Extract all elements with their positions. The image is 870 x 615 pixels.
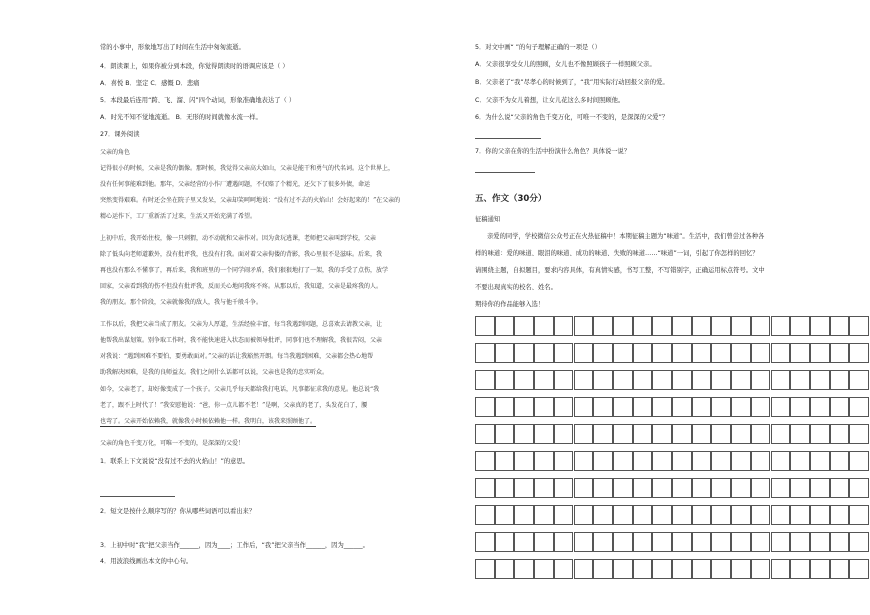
essay-line-underlined: 也弯了。父亲开始依赖我，就像我小时候依赖他一样。我明白，该我来照顾他了。	[100, 418, 317, 425]
grid-cell[interactable]	[633, 505, 653, 525]
grid-cell[interactable]	[475, 424, 495, 444]
grid-cell[interactable]	[711, 559, 731, 579]
question-6: 6．为什么说“父亲的角色千变万化，可唯一不变的，是深深的父爱”？	[475, 114, 669, 121]
grid-cell[interactable]	[849, 559, 869, 579]
grid-cell[interactable]	[672, 451, 692, 471]
grid-cell[interactable]	[495, 505, 515, 525]
grid-cell[interactable]	[475, 370, 495, 390]
grid-cell[interactable]	[751, 451, 771, 471]
notice-line: 亲爱的同学，学校微信公众号正在火热征稿中！本期征稿主题为“味道”。生活中，我们曾尝过各种各	[487, 233, 765, 240]
essay-title: 父亲的角色	[100, 149, 131, 156]
grid-cell[interactable]	[711, 478, 731, 498]
grid-row	[475, 424, 870, 448]
grid-cell[interactable]	[731, 478, 751, 498]
grid-cell[interactable]	[692, 316, 712, 336]
grid-cell[interactable]	[574, 370, 594, 390]
grid-cell[interactable]	[692, 397, 712, 417]
grid-cell[interactable]	[731, 559, 751, 579]
question-2: 2．短文是按什么顺序写的？你从哪些词语可以看出来？	[100, 508, 256, 515]
grid-cell[interactable]	[790, 532, 810, 552]
grid-cell[interactable]	[534, 532, 554, 552]
grid-cell[interactable]	[692, 343, 712, 363]
grid-cell[interactable]	[790, 451, 810, 471]
grid-row	[475, 478, 870, 502]
grid-cell[interactable]	[475, 478, 495, 498]
grid-cell[interactable]	[652, 478, 672, 498]
notice-line: 请围绕主题，自拟题目，要求内容具体，有真情实感，书写工整，不写错别字，正确运用标点符号。文中	[475, 267, 765, 274]
grid-cell[interactable]	[514, 451, 534, 471]
grid-cell[interactable]	[672, 370, 692, 390]
grid-cell[interactable]	[593, 505, 613, 525]
grid-cell[interactable]	[554, 316, 574, 336]
grid-cell[interactable]	[613, 451, 633, 471]
essay-line: 工作以后，我把父亲当成了朋友。父亲为人厚道，生活经验丰富，每当我遇到问题，总喜欢去请教父亲，让	[100, 321, 383, 328]
essay-line: 记得很小的时候，父亲是我的偶像。那时候，我觉得父亲高大如山，父亲是能干和勇气的代名词。这个世界上，	[100, 165, 395, 172]
grid-cell[interactable]	[810, 478, 830, 498]
grid-row	[475, 370, 870, 394]
grid-cell[interactable]	[672, 559, 692, 579]
section-27: 27．课外阅读	[100, 131, 140, 138]
grid-cell[interactable]	[514, 532, 534, 552]
grid-cell[interactable]	[810, 397, 830, 417]
essay-line: 上初中后，我开始住校，像一只刺猬，动不动就和父亲作对。因为贪玩逃课，老师把父亲叫到学校，父亲	[100, 235, 377, 242]
section-heading: 五、作文（30分）	[475, 194, 547, 204]
grid-cell[interactable]	[495, 397, 515, 417]
grid-cell[interactable]	[554, 370, 574, 390]
grid-cell[interactable]	[771, 451, 791, 471]
grid-cell[interactable]	[790, 424, 810, 444]
question-4-center: 4．用波浪线画出本文的中心句。	[100, 558, 193, 565]
grid-cell[interactable]	[810, 370, 830, 390]
grid-cell[interactable]	[574, 397, 594, 417]
grid-cell[interactable]	[593, 316, 613, 336]
answer-blank[interactable]	[100, 496, 175, 497]
grid-cell[interactable]	[495, 424, 515, 444]
grid-cell[interactable]	[652, 424, 672, 444]
essay-line: 除了低头向老师道歉外，没有批评我，也没有打我。面对着父亲佝偻的背影，我心里很不是滋味。后来，我	[100, 251, 383, 258]
grid-cell[interactable]	[495, 559, 515, 579]
grid-cell[interactable]	[554, 343, 574, 363]
grid-cell[interactable]	[633, 397, 653, 417]
grid-cell[interactable]	[514, 424, 534, 444]
grid-cell[interactable]	[652, 343, 672, 363]
grid-cell[interactable]	[652, 451, 672, 471]
options-q4: A．喜悦 B．坚定 C．感慨 D．悲痛	[100, 80, 200, 87]
grid-cell[interactable]	[554, 451, 574, 471]
grid-cell[interactable]	[731, 505, 751, 525]
grid-cell[interactable]	[751, 559, 771, 579]
grid-cell[interactable]	[830, 316, 850, 336]
grid-cell[interactable]	[751, 478, 771, 498]
grid-row	[475, 505, 870, 529]
grid-row	[475, 451, 870, 475]
grid-cell[interactable]	[751, 397, 771, 417]
essay-line: 精心运作下，工厂重新活了过来，生活又开始充满了希望。	[100, 213, 257, 220]
grid-cell[interactable]	[652, 532, 672, 552]
grid-cell[interactable]	[593, 451, 613, 471]
grid-cell[interactable]	[534, 343, 554, 363]
grid-cell[interactable]	[692, 559, 712, 579]
grid-cell[interactable]	[495, 316, 515, 336]
grid-cell[interactable]	[771, 559, 791, 579]
grid-cell[interactable]	[751, 505, 771, 525]
grid-cell[interactable]	[810, 505, 830, 525]
grid-cell[interactable]	[751, 532, 771, 552]
grid-cell[interactable]	[574, 451, 594, 471]
question-7: 7．你的父亲在你的生活中扮演什么角色？具体说一说？	[475, 148, 631, 155]
grid-cell[interactable]	[810, 451, 830, 471]
grid-cell[interactable]	[574, 424, 594, 444]
grid-cell[interactable]	[790, 316, 810, 336]
grid-cell[interactable]	[514, 343, 534, 363]
grid-cell[interactable]	[692, 478, 712, 498]
grid-cell[interactable]	[692, 424, 712, 444]
grid-cell[interactable]	[633, 424, 653, 444]
grid-cell[interactable]	[849, 316, 869, 336]
grid-cell[interactable]	[613, 424, 633, 444]
grid-cell[interactable]	[514, 559, 534, 579]
grid-cell[interactable]	[554, 478, 574, 498]
grid-cell[interactable]	[495, 451, 515, 471]
essay-line: 对我说：“遇到困难不要怕，要勇敢面对。”父亲的话让我豁然开朗。每当我遇到困难，父亲都会热心地帮	[100, 353, 374, 360]
grid-cell[interactable]	[633, 316, 653, 336]
essay-line: 如今，父亲老了，却好像变成了一个孩子。父亲几乎每天都给我打电话，凡事都征求我的意见。他总说“我	[100, 386, 380, 393]
grid-cell[interactable]	[771, 478, 791, 498]
grid-cell[interactable]	[849, 505, 869, 525]
grid-cell[interactable]	[830, 370, 850, 390]
grid-cell[interactable]	[711, 505, 731, 525]
grid-cell[interactable]	[593, 370, 613, 390]
grid-cell[interactable]	[495, 478, 515, 498]
grid-cell[interactable]	[593, 559, 613, 579]
grid-cell[interactable]	[849, 397, 869, 417]
grid-cell[interactable]	[574, 532, 594, 552]
grid-cell[interactable]	[652, 316, 672, 336]
grid-cell[interactable]	[751, 343, 771, 363]
option-b: B．父亲老了“我”尽孝心的时候到了，“我”用实际行动回报父亲的爱。	[475, 79, 669, 86]
grid-cell[interactable]	[830, 397, 850, 417]
grid-cell[interactable]	[613, 343, 633, 363]
grid-cell[interactable]	[790, 478, 810, 498]
grid-cell[interactable]	[613, 559, 633, 579]
essay-line: 助我解决困难，是我的良师益友。我们之间什么话都可以说，父亲也是我的忠实听众。	[100, 369, 329, 376]
grid-cell[interactable]	[849, 451, 869, 471]
grid-cell[interactable]	[593, 532, 613, 552]
grid-cell[interactable]	[672, 397, 692, 417]
grid-cell[interactable]	[711, 451, 731, 471]
grid-cell[interactable]	[672, 343, 692, 363]
grid-cell[interactable]	[672, 505, 692, 525]
grid-cell[interactable]	[633, 532, 653, 552]
grid-cell[interactable]	[534, 559, 554, 579]
grid-cell[interactable]	[810, 316, 830, 336]
grid-cell[interactable]	[554, 559, 574, 579]
option-c: C．父亲不为女儿着想，让女儿花这么多时间照顾他。	[475, 97, 625, 104]
grid-cell[interactable]	[534, 397, 554, 417]
grid-cell[interactable]	[652, 370, 672, 390]
grid-cell[interactable]	[731, 343, 751, 363]
grid-cell[interactable]	[830, 505, 850, 525]
grid-cell[interactable]	[672, 424, 692, 444]
grid-cell[interactable]	[751, 424, 771, 444]
grid-cell[interactable]	[534, 451, 554, 471]
grid-cell[interactable]	[771, 424, 791, 444]
notice-line: 期待你的作品能够入选！	[475, 301, 545, 308]
grid-cell[interactable]	[613, 316, 633, 336]
writing-grid[interactable]	[475, 316, 870, 579]
grid-cell[interactable]	[554, 532, 574, 552]
grid-cell[interactable]	[652, 559, 672, 579]
grid-cell[interactable]	[810, 559, 830, 579]
grid-cell[interactable]	[652, 397, 672, 417]
grid-cell[interactable]	[514, 397, 534, 417]
grid-cell[interactable]	[849, 532, 869, 552]
grid-cell[interactable]	[771, 505, 791, 525]
grid-cell[interactable]	[475, 505, 495, 525]
grid-cell[interactable]	[554, 397, 574, 417]
grid-cell[interactable]	[514, 478, 534, 498]
answer-blank[interactable]	[475, 138, 541, 139]
grid-cell[interactable]	[672, 478, 692, 498]
grid-cell[interactable]	[692, 505, 712, 525]
grid-row	[475, 559, 870, 583]
grid-cell[interactable]	[830, 532, 850, 552]
grid-row	[475, 397, 870, 421]
grid-cell[interactable]	[534, 424, 554, 444]
grid-cell[interactable]	[849, 424, 869, 444]
grid-cell[interactable]	[692, 370, 712, 390]
grid-cell[interactable]	[751, 370, 771, 390]
essay-line: 再也没有那么不懂事了，再后来，我和班里的一个同学闹矛盾，我们狠狠地打了一架，我的手受了点伤，放学	[100, 267, 389, 274]
grid-cell[interactable]	[495, 370, 515, 390]
grid-cell[interactable]	[534, 505, 554, 525]
grid-cell[interactable]	[711, 424, 731, 444]
grid-cell[interactable]	[574, 505, 594, 525]
grid-cell[interactable]	[771, 397, 791, 417]
grid-cell[interactable]	[495, 532, 515, 552]
essay-line: 突然变得艰难。有时还会坐在院子里又发呆，父亲却笑呵呵地说：“没有过不去的火焰山！会好起来的！”在父亲的	[100, 197, 401, 204]
grid-cell[interactable]	[633, 478, 653, 498]
grid-cell[interactable]	[534, 316, 554, 336]
notice-line: 不要出现真实的校名、姓名。	[475, 284, 557, 291]
grid-cell[interactable]	[849, 370, 869, 390]
answer-blank[interactable]	[475, 172, 535, 173]
grid-cell[interactable]	[731, 451, 751, 471]
grid-cell[interactable]	[711, 532, 731, 552]
question-1: 1．联系上下文说说“没有过不去的火焰山！”的意思。	[100, 458, 250, 465]
grid-cell[interactable]	[593, 478, 613, 498]
grid-cell[interactable]	[830, 424, 850, 444]
essay-closing: 父亲的角色千变万化，可唯一不变的，是深深的父爱！	[100, 440, 245, 447]
grid-cell[interactable]	[574, 316, 594, 336]
grid-cell[interactable]	[731, 424, 751, 444]
grid-cell[interactable]	[849, 343, 869, 363]
grid-cell[interactable]	[514, 505, 534, 525]
grid-cell[interactable]	[475, 343, 495, 363]
grid-cell[interactable]	[692, 451, 712, 471]
grid-cell[interactable]	[613, 397, 633, 417]
question-5-right: 5．对文中画“ ”的句子理解正确的一项是（）	[475, 44, 601, 51]
grid-cell[interactable]	[731, 370, 751, 390]
grid-row	[475, 343, 870, 367]
grid-cell[interactable]	[574, 559, 594, 579]
grid-cell[interactable]	[790, 397, 810, 417]
grid-cell[interactable]	[790, 343, 810, 363]
grid-cell[interactable]	[593, 397, 613, 417]
notice-line: 样的味道：爱的味道、眼泪的味道、成功的味道、失败的味道……“味道”一词，引起了你怎样的回忆？	[475, 250, 759, 257]
question-5: 5．本段最后连用“跨、飞、溜、闪”四个动词，形象准确地表达了（ ）	[100, 97, 296, 104]
grid-cell[interactable]	[771, 343, 791, 363]
grid-cell[interactable]	[574, 343, 594, 363]
essay-line: 他帮我出谋划策。别争取工作时，我不能快速进入状态而被领导批评，同事们也不理解我，我很苦闷，父亲	[100, 337, 383, 344]
grid-cell[interactable]	[810, 424, 830, 444]
essay-line: 我的朋友。那个阶段，父亲就像我的敌人，我与他千般斗争。	[100, 299, 263, 306]
grid-cell[interactable]	[633, 451, 653, 471]
question-3: 3．上初中时“我”把父亲当作______，因为____；工作后，“我”把父亲当作______，因为______。	[100, 542, 369, 549]
grid-cell[interactable]	[574, 478, 594, 498]
grid-cell[interactable]	[672, 532, 692, 552]
grid-cell[interactable]	[514, 370, 534, 390]
question-4: 4．朗读课上，如果你被分到本段，你觉得朗读时的语调应该是（ ）	[100, 63, 289, 70]
grid-cell[interactable]	[771, 316, 791, 336]
grid-row	[475, 316, 870, 340]
grid-cell[interactable]	[810, 343, 830, 363]
grid-cell[interactable]	[711, 316, 731, 336]
grid-cell[interactable]	[554, 424, 574, 444]
essay-line: 回家，父亲看到我的伤不但没有批评我，反而关心地问我疼不疼。从那以后，我知道，父亲是最疼我的人。	[100, 283, 383, 290]
grid-cell[interactable]	[771, 370, 791, 390]
notice-title: 征稿通知	[475, 216, 501, 223]
grid-row	[475, 532, 870, 556]
grid-cell[interactable]	[790, 505, 810, 525]
grid-cell[interactable]	[652, 505, 672, 525]
option-a: A．父亲很享受女儿的照顾，女儿也不像照顾孩子一样照顾父亲。	[475, 61, 656, 68]
grid-cell[interactable]	[514, 316, 534, 336]
grid-cell[interactable]	[554, 505, 574, 525]
grid-cell[interactable]	[771, 532, 791, 552]
grid-cell[interactable]	[711, 397, 731, 417]
grid-cell[interactable]	[731, 397, 751, 417]
grid-cell[interactable]	[790, 559, 810, 579]
grid-cell[interactable]	[751, 316, 771, 336]
grid-cell[interactable]	[830, 559, 850, 579]
grid-cell[interactable]	[810, 532, 830, 552]
grid-cell[interactable]	[495, 343, 515, 363]
grid-cell[interactable]	[731, 532, 751, 552]
essay-line: 老了，跟不上时代了！”我安慰他说：“爸，你一点儿都不老！”是啊，父亲真的老了，头发花白了，腰	[100, 402, 368, 409]
grid-cell[interactable]	[613, 532, 633, 552]
text-line: 常的小事中，形象地写出了时间在生活中匆匆流逝。	[100, 44, 245, 51]
grid-cell[interactable]	[731, 316, 751, 336]
grid-cell[interactable]	[475, 316, 495, 336]
grid-cell[interactable]	[613, 478, 633, 498]
grid-cell[interactable]	[593, 424, 613, 444]
grid-cell[interactable]	[790, 370, 810, 390]
grid-cell[interactable]	[534, 478, 554, 498]
grid-cell[interactable]	[830, 343, 850, 363]
grid-cell[interactable]	[633, 343, 653, 363]
grid-cell[interactable]	[830, 451, 850, 471]
grid-cell[interactable]	[475, 532, 495, 552]
grid-cell[interactable]	[475, 559, 495, 579]
grid-cell[interactable]	[711, 343, 731, 363]
grid-cell[interactable]	[672, 316, 692, 336]
grid-cell[interactable]	[849, 478, 869, 498]
essay-line: 没有任何事能难到他。那年，父亲经营的小作厂遭遇问题，不仅赔了个精光，还欠下了很多外债，命运	[100, 181, 371, 188]
grid-cell[interactable]	[711, 370, 731, 390]
grid-cell[interactable]	[830, 478, 850, 498]
grid-cell[interactable]	[613, 370, 633, 390]
grid-cell[interactable]	[475, 451, 495, 471]
grid-cell[interactable]	[633, 370, 653, 390]
grid-cell[interactable]	[475, 397, 495, 417]
options-q5: A．时光不知不觉地流逝。 B．无形的时间就像水流一样。	[100, 114, 262, 121]
grid-cell[interactable]	[633, 559, 653, 579]
grid-cell[interactable]	[692, 532, 712, 552]
grid-cell[interactable]	[613, 505, 633, 525]
grid-cell[interactable]	[593, 343, 613, 363]
grid-cell[interactable]	[534, 370, 554, 390]
